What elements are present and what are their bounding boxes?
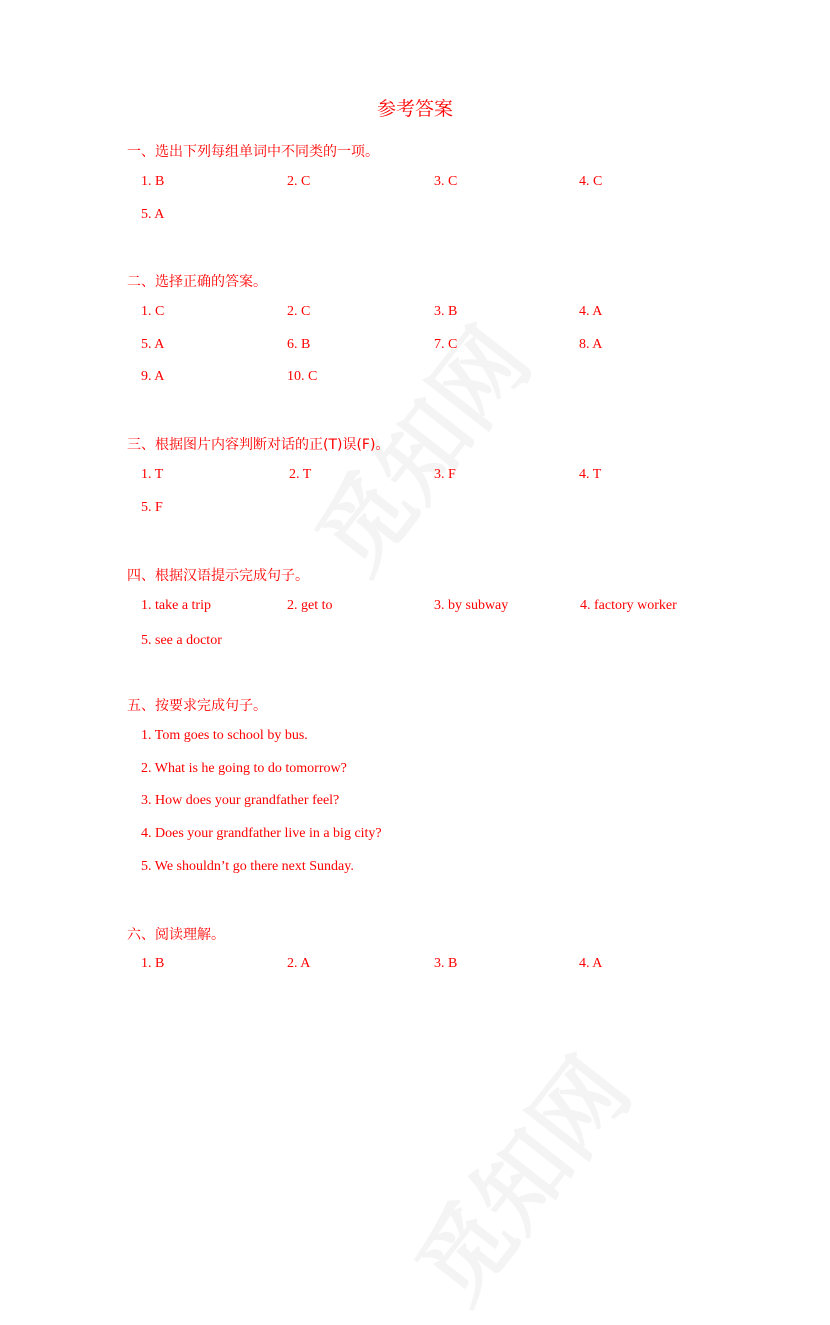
section-3-heading: 三、根据图片内容判断对话的正(T)误(F)。	[127, 437, 390, 453]
section-2-heading: 二、选择正确的答案。	[127, 274, 267, 290]
section-6-answer-3: 3. B	[434, 956, 458, 971]
watermark-bottom	[381, 1027, 655, 1325]
section-2-answer-1: 1. C	[141, 304, 165, 319]
section-2-answer-9: 9. A	[141, 369, 165, 384]
section-6-answer-1: 1. B	[141, 956, 165, 971]
page-title: 参考答案	[376, 98, 453, 120]
section-5-answer-3: 3. How does your grandfather feel?	[141, 793, 340, 808]
section-3-answer-5: 5. F	[141, 500, 163, 515]
section-1-answer-5: 5. A	[141, 207, 165, 222]
section-6-answer-4: 4. A	[579, 956, 603, 971]
section-5-answer-4: 4. Does your grandfather live in a big city?	[141, 826, 382, 841]
section-5-answer-1: 1. Tom goes to school by bus.	[141, 728, 308, 743]
section-1-answer-1: 1. B	[141, 174, 165, 189]
section-2-answer-4: 4. A	[579, 304, 603, 319]
section-1-answer-4: 4. C	[579, 174, 603, 189]
section-4-answer-5: 5. see a doctor	[141, 633, 222, 648]
section-2-answer-3: 3. B	[434, 304, 458, 319]
section-6-answer-2: 2. A	[287, 956, 311, 971]
section-2-answer-8: 8. A	[579, 337, 603, 352]
section-4-heading: 四、根据汉语提示完成句子。	[127, 568, 309, 584]
section-1-answer-2: 2. C	[287, 174, 311, 189]
section-1-answer-3: 3. C	[434, 174, 458, 189]
section-3-answer-1: 1. T	[141, 467, 164, 482]
section-2-answer-5: 5. A	[141, 337, 165, 352]
section-4-answer-1: 1. take a trip	[141, 598, 211, 613]
section-2-answer-2: 2. C	[287, 304, 311, 319]
section-5-answer-2: 2. What is he going to do tomorrow?	[141, 761, 347, 776]
section-2-answer-7: 7. C	[434, 337, 458, 352]
section-3-answer-4: 4. T	[579, 467, 602, 482]
section-5-heading: 五、按要求完成句子。	[127, 698, 267, 714]
section-4-answer-2: 2. get to	[287, 598, 333, 613]
section-6-heading: 六、阅读理解。	[127, 927, 225, 943]
section-2-answer-6: 6. B	[287, 337, 311, 352]
section-4-answer-4: 4. factory worker	[580, 598, 677, 613]
section-3-answer-3: 3. F	[434, 467, 456, 482]
section-5-answer-5: 5. We shouldn’t go there next Sunday.	[141, 859, 354, 874]
section-4-answer-3: 3. by subway	[434, 598, 509, 613]
section-2-answer-10: 10. C	[287, 369, 318, 384]
section-1-heading: 一、选出下列每组单词中不同类的一项。	[127, 144, 379, 160]
section-3-answer-2: 2. T	[289, 467, 312, 482]
